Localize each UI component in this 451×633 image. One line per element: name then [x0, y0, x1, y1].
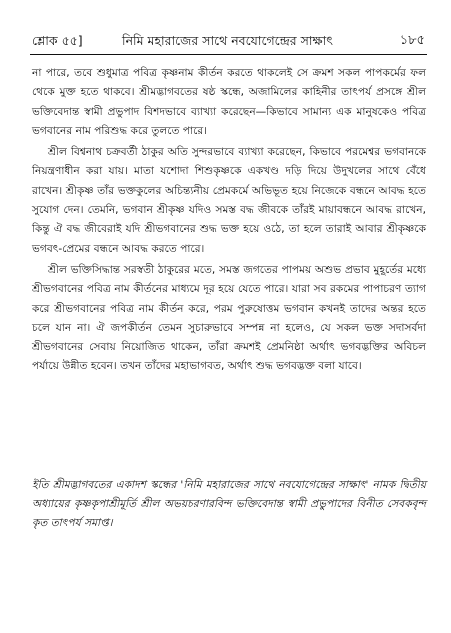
- running-header: [32, 31, 425, 51]
- chapter-title: নিমি মহারাজের সাথে নবযোগেন্দ্রের সাক্ষাৎ: [122, 33, 333, 48]
- paragraph-1: না পারে, তবে শুধুমাত্র পবিত্র কৃষ্ণনাম কীর্তন করতে থাকলেই সে ক্রমশ সকল পাপকর্মের ফল থেকে মুক্ত হতে থাকবে। শ্রীমদ্ভাগবতের ষষ্ঠ স্কন্ধে, অজামিলের কাহিনীর তাৎপর্য প্রসঙ্গে শ্রীল ভক্তিবেদান্ত স্বামী প্রভুপাদ বিশদভাবে ব্যাখ্যা করেছেন—কিভাবে সামান্য এক মানুষকেও পবিত্র ভগবানের নাম পরিশুদ্ধ করে তুলতে পারে।: [32, 67, 426, 137]
- verse-label: শ্লোক ৫৫]: [32, 33, 83, 48]
- paragraph-2: শ্রীল বিশ্বনাথ চক্রবর্তী ঠাকুর অতি সুন্দরভাবে ব্যাখ্যা করেছেন, কিভাবে পরমেশ্বর ভগবানকে নিয়ন্ত্রণাধীন করা যায়। মাতা যশোদা শিশুকৃষ্ণকে একখণ্ড দড়ি দিয়ে উদুখলের সাথে বেঁধে রাখেন। শ্রীকৃষ্ণ তাঁর ভক্তকুলের অচিন্ত্যনীয় প্রেমকর্মে অভিভূত হয়ে নিজেকে বন্ধনে আবদ্ধ হতে সুযোগ দেন। তেমনি, ভগবান শ্রীকৃষ্ণ যদিও সমস্ত বদ্ধ জীবকে তাঁরই মায়াবন্ধনে আবদ্ধ রাখেন, কিন্তু ঐ বদ্ধ জীবেরাই যদি শ্রীভগবানের শুদ্ধ ভক্ত হয়ে ওঠে, তা হলে তারাই আবার শ্রীকৃষ্ণকে ভগবৎ-প্রেমের বন্ধনে আবদ্ধ করতে পারে।: [32, 146, 426, 255]
- page-number: ১৮৫: [399, 33, 425, 48]
- header-rule: [30, 54, 427, 55]
- purport-body: [32, 64, 426, 377]
- paragraph-3: শ্রীল ভক্তিসিদ্ধান্ত সরস্বতী ঠাকুরের মতে, সমস্ত জগতের পাপময় অশুভ প্রভাব মুহূর্তের মধ্যে শ্রীভগবানের পবিত্র নাম কীর্তনের মাধ্যমে দূর হয়ে যেতে পারে। যারা সব রকমের পাপাচরণ ত্যাগ করে শ্রীভগবানের পবিত্র নাম কীর্তন করে, পরম পুরুষোত্তম ভগবান কখনই তাদের অন্তর হতে চলে যান না। ঐ জপকীর্তন তেমন সুচারুভাবে সম্পন্ন না হলেও, যে সকল ভক্ত সদাসর্বদা শ্রীভগবানের সেবায় নিয়োজিত থাকেন, তাঁরা ক্রমশই প্রেমনিষ্ঠা অর্থাৎ ভগবদ্ভক্তির অবিচল পর্যায়ে উন্নীত হবেন। তখন তাঁদের মহাভাগবত, অর্থাৎ শুদ্ধ ভগবদ্ভক্ত বলা যাবে।: [32, 263, 426, 373]
- chapter-colophon: ইতি শ্রীমদ্ভাগবতের একাদশ স্কন্ধের 'নিমি মহারাজের সাথে নবযোগেন্দ্রের সাক্ষাৎ' নামক দ্বিতীয় অধ্যায়ের কৃষ্ণকৃপাশ্রীমূর্তি শ্রীল অভয়চরণারবিন্দ ভক্তিবেদান্ত স্বামী প্রভুপাদের বিনীত সেবকবৃন্দ কৃত তাৎপর্য সমাপ্ত।: [32, 479, 426, 529]
